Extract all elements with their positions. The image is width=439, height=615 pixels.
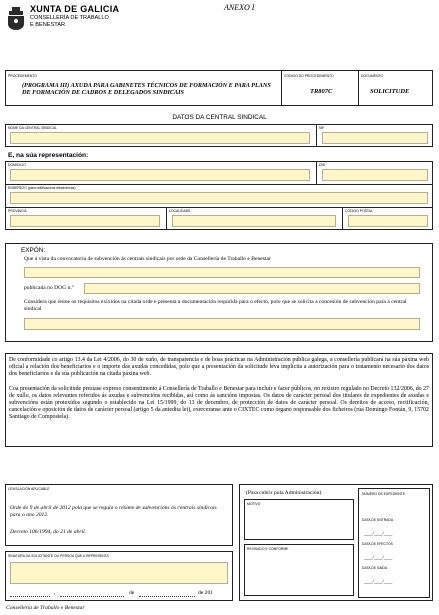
address-label: DOMICILIO — [8, 163, 26, 167]
legislation-label: LEXISLACIÓN APLICABLE — [8, 487, 50, 491]
exit-date-label: DATA DE SAÍDA — [362, 566, 388, 570]
address-field[interactable] — [10, 169, 310, 181]
legal-para-1: De conformidade co artigo 13.4 da Lei 4/2006, do 30 de xuño, de transparencia e de boas prácticas na Administración pública galega, a consellería publicará na súa páxina web oficial a relación dos beneficiarios e o importe das axudas concedidas, polo que a presentación da solicitude leva implícita a autorización para o tratamento necesario dos datos dos beneficiarios e da súa publicación na citada páxina web. — [9, 357, 429, 377]
central-name-label: NOME DA CENTRAL SINDICAL — [8, 126, 57, 130]
province-field[interactable] — [10, 215, 160, 227]
legislation-1: Orde do 9 de abril de 2012 pola que se regula o réxime de subvencións ás centrais sindicais para o ano 2012. — [10, 505, 217, 518]
dni-label: DNI — [319, 163, 325, 167]
procedure-code: TR807C — [310, 88, 333, 95]
expedient-label: NÚMERO DE EXPEDIENTE — [362, 492, 406, 496]
expon-title: EXPÓN: — [21, 247, 46, 254]
document-label: DOCUMENTO — [361, 74, 384, 78]
admin-reason-box — [244, 499, 354, 540]
convocatoria-field[interactable] — [24, 267, 420, 278]
signature-label: SINATURA DA SOLICITANTE OU PERSOA QUE A REPRESENTA — [8, 554, 109, 558]
dept-line-1: CONSELLERÍA DE TRABALLO — [30, 15, 109, 21]
legal-para-2: Coa presentación da solicitude prestase expreso consentimento á Consellería de Traballo e Benestar para incluír e facer públicos, no rexistro regulado no Decreto 132/2006, do 27 de xullo, os datos relevantes referidos ás axudas e subvencións recibidas, así como ás sancións impostas. Os datos de carácter persoal dos titulares de expedientes de axudas e subvencións están protexidos segundo o establecido na Lei 15/1999, do 13 de decembro, de protección de datos de carácter persoal. Os dereitos de acceso, rectificación, cancelación e oposición de datos de carácter persoal (artigo 5 da antedita lei), exerceranse ante o CIXTEC como órgano responsable dos ficheiros (rúa Domingo Fontán, 9, 15702 Santiago de Compostela). — [9, 386, 429, 420]
province-label: PROVINCIA — [8, 209, 27, 213]
annex-title: ANEXO I — [224, 3, 255, 12]
signature-field[interactable] — [10, 562, 228, 584]
procedure-label: PROCEDEMENTO — [8, 74, 37, 78]
date-comma: , — [54, 590, 56, 596]
effects-date-value: ___/___/___ — [364, 555, 393, 561]
org-name: XUNTA DE GALICIA — [30, 4, 120, 14]
locality-field[interactable] — [172, 215, 336, 227]
dept-line-2: E BENESTAR — [30, 22, 66, 28]
entry-date-value: ___/___/___ — [364, 531, 393, 537]
procedure-title: (PROGRAMA III) AXUDA PARA GABINETES TÉCNICOS DE FORMACIÓN E PARA PLANS DE FORMACIÓN DE CADROS E DELEGADOS SINDICAIS — [22, 82, 271, 97]
effects-date-label: DATA DE EFECTOS — [362, 542, 393, 546]
section-title-central: DATOS DA CENTRAL SINDICAL — [172, 114, 267, 121]
legislation-2: Decreto 106/1994, do 21 de abril. — [10, 529, 87, 535]
central-union-field[interactable] — [24, 318, 420, 330]
dni-field[interactable] — [322, 169, 428, 181]
date-de-1: de — [129, 590, 135, 596]
central-name-field[interactable] — [10, 132, 310, 144]
admin-review-box — [244, 544, 354, 596]
xunta-logo-icon — [5, 4, 27, 31]
expon-line-1: Que á vista da convocatoria de subvención ás centrais sindicais por orde da Consellería de Traballo e Benestar — [24, 256, 271, 262]
exit-date-value: ___/___/___ — [364, 579, 393, 585]
consellaria-footer: Consellería de Traballo e Benestar — [6, 605, 85, 611]
nif-field[interactable] — [322, 132, 428, 144]
document-type: SOLICITUDE — [370, 88, 410, 95]
procedure-code-label: CÓDIGO DO PROCEDEMENTO — [284, 74, 334, 78]
entry-date-label: DATA DE ENTRADA — [362, 518, 394, 522]
representation-title: E, na súa representación: — [8, 152, 89, 159]
dog-number-field[interactable] — [84, 283, 420, 294]
postal-code-label: CÓDIGO POSTAL — [345, 209, 373, 213]
published-label: publicada no DOG n.º — [24, 285, 74, 291]
admin-title: (Para cubrir pola Administración) — [246, 490, 322, 496]
email-field[interactable] — [10, 192, 428, 204]
nif-label: NIF — [319, 126, 325, 130]
expon-line-2: Considera que reúne os requisitos exixidos na citada orde e presenta a documentación requirida para o efecto, polo que se solicita a concesión de subvención para a central sindical — [24, 299, 407, 312]
locality-label: LOCALIDADE — [169, 209, 191, 213]
admin-review-label: REVISADO E CONFORME — [247, 547, 289, 551]
postal-code-field[interactable] — [348, 215, 428, 227]
email-label: ENDEREZO (para notificacións electrónicas) — [8, 186, 76, 190]
date-de-2: de 201 — [198, 590, 214, 596]
admin-reason-label: MOTIVO — [247, 502, 261, 506]
